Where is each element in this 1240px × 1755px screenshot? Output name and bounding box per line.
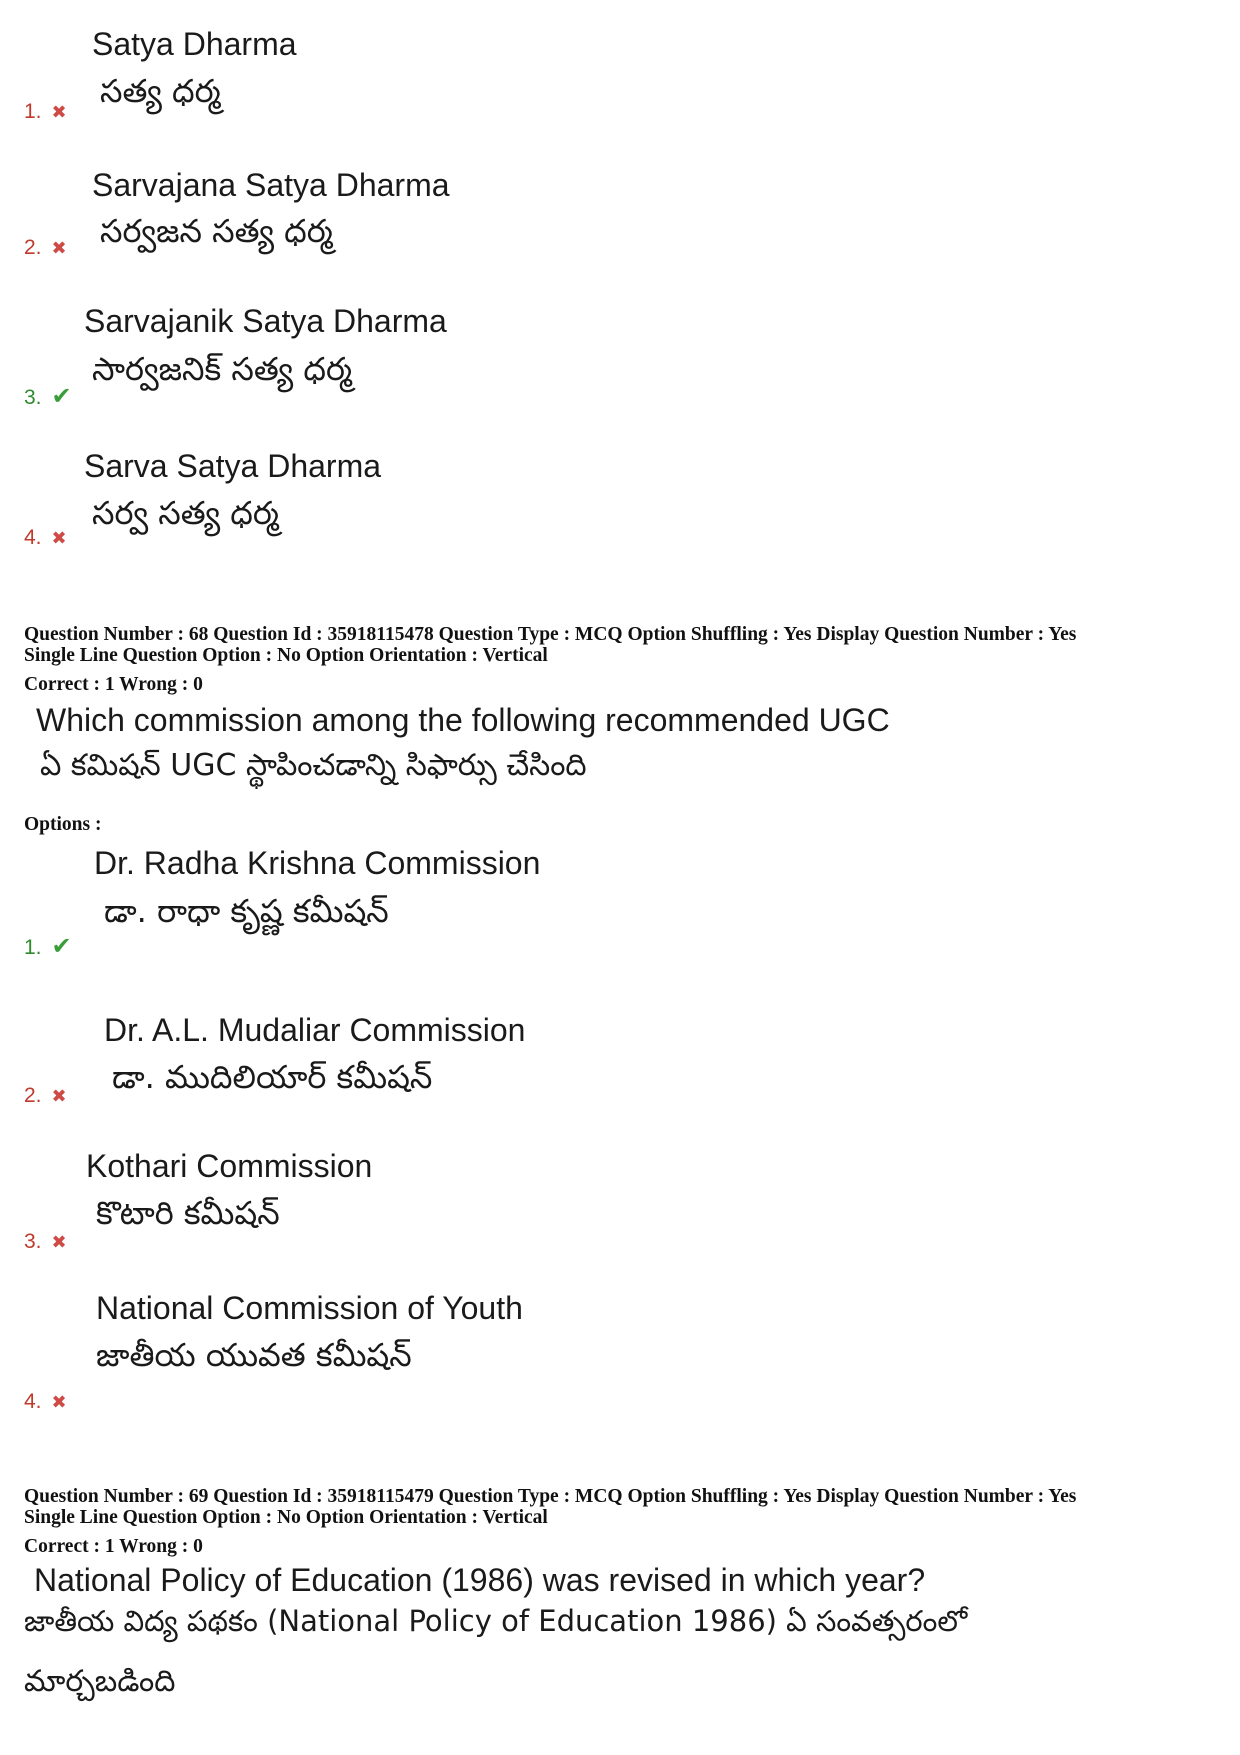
option-number: 1. ✖	[24, 100, 67, 123]
question-meta-line1: Question Number : 68 Question Id : 35918115478 Question Type : MCQ Option Shuffling : Yes Display Question Number : Yes	[24, 624, 1077, 645]
question-meta-line1: Question Number : 69 Question Id : 35918115479 Question Type : MCQ Option Shuffling : Yes Display Question Number : Yes	[24, 1486, 1077, 1507]
option-number: 3. ✔	[24, 383, 72, 410]
cross-icon: ✖	[51, 1086, 67, 1106]
option-text-en: Sarvajanik Satya Dharma	[84, 303, 447, 339]
option-text-te: కొటారి కమీషన్	[96, 1194, 280, 1232]
question-text-en: National Policy of Education (1986) was revised in which year?	[34, 1562, 926, 1598]
option-number: 3. ✖	[24, 1230, 67, 1253]
option-text-en: Kothari Commission	[86, 1148, 373, 1184]
option-text-te: సత్య ధర్మ	[100, 72, 221, 110]
cross-icon: ✖	[51, 1232, 67, 1252]
question-text-en: Which commission among the following recommended UGC	[36, 702, 890, 738]
option-text-te: డా. రాధా కృష్ణ కమీషన్	[104, 892, 389, 930]
option-text-en: Sarva Satya Dharma	[84, 448, 382, 484]
question-marks: Correct : 1 Wrong : 0	[24, 674, 203, 695]
option-number: 4. ✖	[24, 1390, 67, 1413]
option-text-te: జాతీయ యువత కమీషన్	[96, 1336, 412, 1374]
options-label: Options :	[24, 814, 102, 835]
question-meta-line2: Single Line Question Option : No Option Orientation : Vertical	[24, 645, 548, 666]
option-text-te: డా. ముదిలియార్ కమీషన్	[112, 1058, 433, 1096]
option-text-en: Dr. A.L. Mudaliar Commission	[104, 1012, 526, 1048]
option-number: 2. ✖	[24, 1084, 67, 1107]
check-icon: ✔	[51, 383, 72, 410]
option-text-en: Sarvajana Satya Dharma	[92, 167, 450, 203]
option-text-en: National Commission of Youth	[96, 1290, 523, 1326]
question-meta-line2: Single Line Question Option : No Option Orientation : Vertical	[24, 1507, 548, 1528]
option-text-te: సార్వజనిక్ సత్య ధర్మ	[92, 350, 353, 388]
option-text-en: Dr. Radha Krishna Commission	[94, 845, 541, 881]
option-number: 2. ✖	[24, 236, 67, 259]
cross-icon: ✖	[51, 528, 67, 548]
cross-icon: ✖	[51, 1392, 67, 1412]
option-text-en: Satya Dharma	[92, 26, 297, 62]
question-text-te: ఏ కమిషన్ UGC స్థాపించడాన్ని సిఫార్సు చేసింది	[40, 748, 587, 783]
question-text-te-line2: మార్చబడింది	[24, 1664, 176, 1699]
option-number: 4. ✖	[24, 526, 67, 549]
cross-icon: ✖	[51, 102, 67, 122]
cross-icon: ✖	[51, 238, 67, 258]
option-text-te: సర్వజన సత్య ధర్మ	[100, 212, 333, 250]
question-text-te-line1: జాతీయ విద్య పథకం (National Policy of Education 1986) ఏ సంవత్సరంలో	[24, 1604, 968, 1638]
option-text-te: సర్వ సత్య ధర్మ	[92, 494, 279, 532]
option-number: 1. ✔	[24, 933, 72, 960]
check-icon: ✔	[51, 933, 72, 960]
question-marks: Correct : 1 Wrong : 0	[24, 1536, 203, 1557]
